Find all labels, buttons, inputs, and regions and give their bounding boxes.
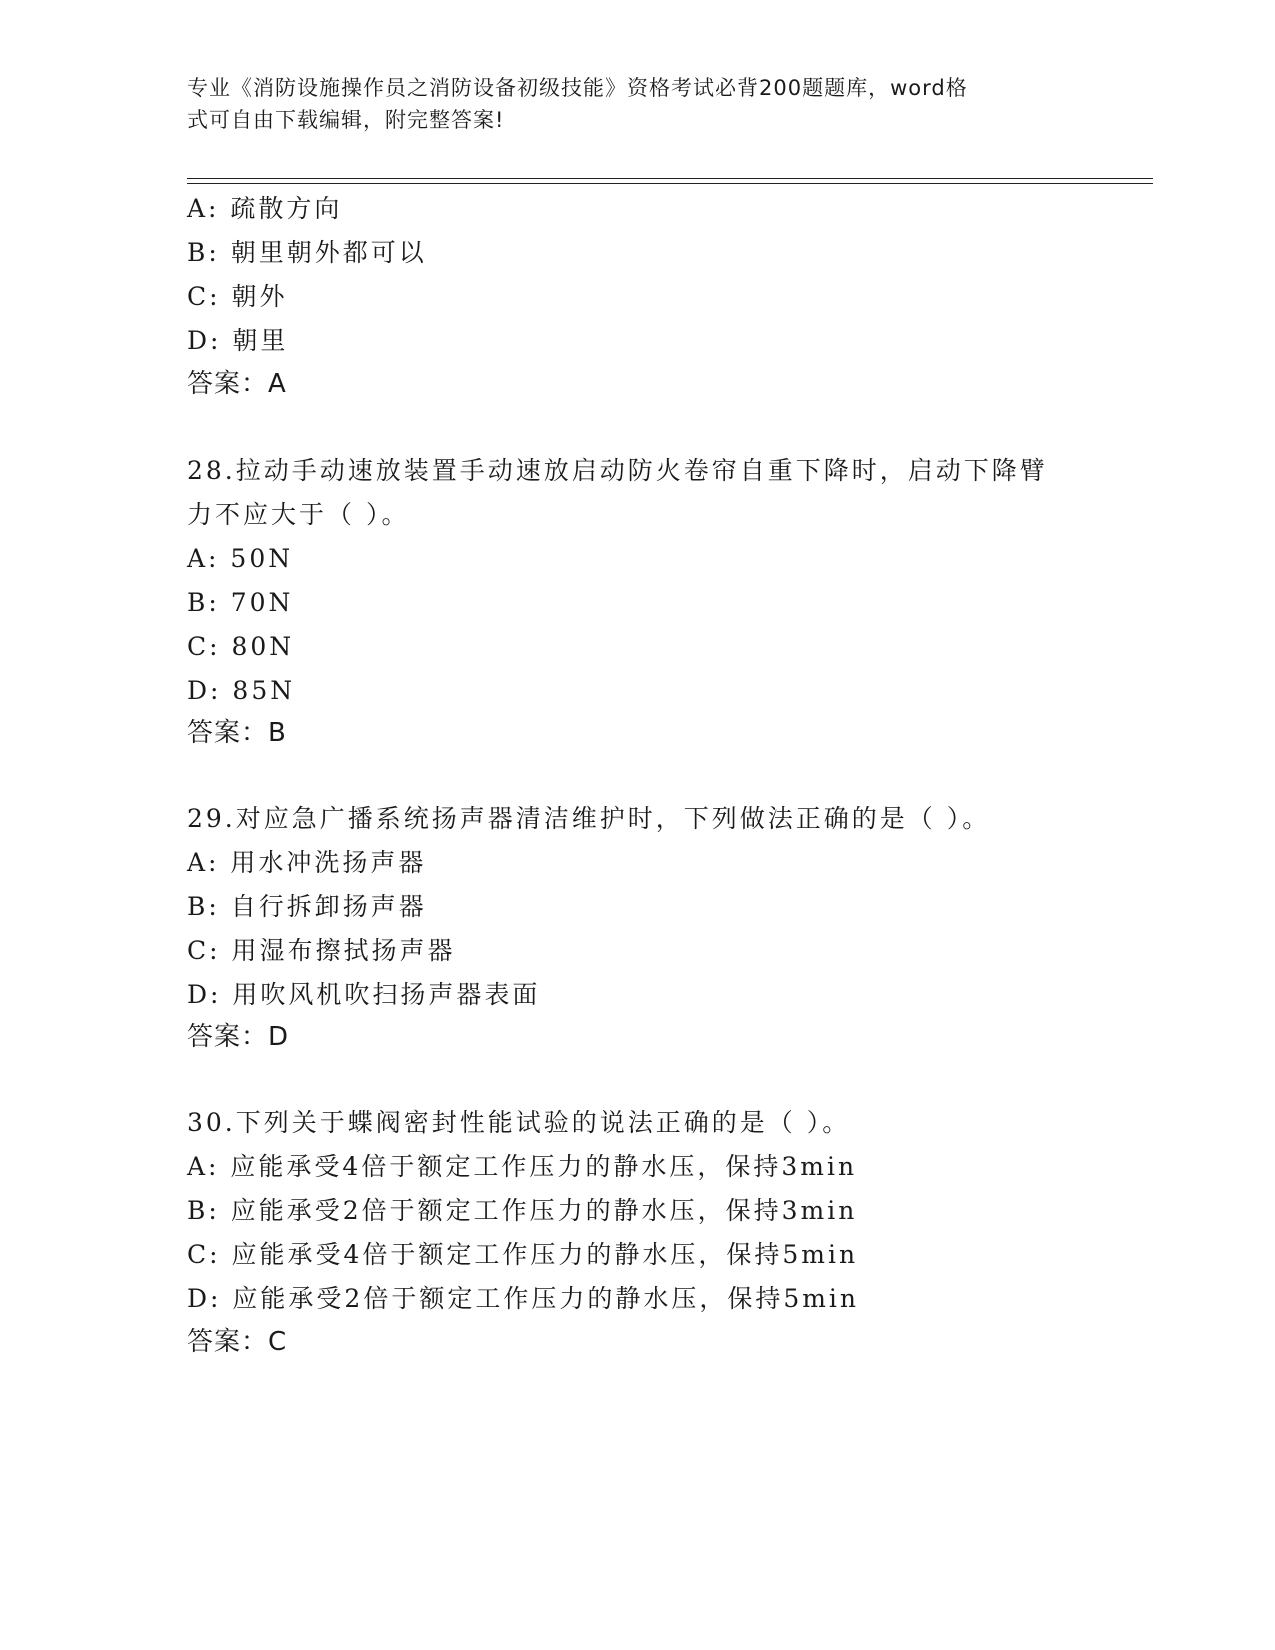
q27-option-d: D: 朝里: [187, 326, 289, 355]
q29-option-b: B: 自行拆卸扬声器: [187, 892, 427, 921]
header-line-2: 式可自由下载编辑，附完整答案!: [187, 108, 505, 132]
q30-answer: 答案：C: [187, 1327, 288, 1357]
q27-option-a: A: 疏散方向: [187, 194, 343, 223]
q28-option-a: A: 50N: [187, 544, 294, 573]
q28-option-b: B: 70N: [187, 588, 294, 617]
q29-option-d: D: 用吹风机吹扫扬声器表面: [187, 980, 541, 1009]
q30-option-b: B: 应能承受2倍于额定工作压力的静水压，保持3min: [187, 1196, 858, 1225]
q29-stem-line-1: 29.对应急广播系统扬声器清洁维护时，下列做法正确的是（ ）。: [187, 804, 991, 833]
q29-option-c: C: 用湿布擦拭扬声器: [187, 936, 456, 965]
q29-option-a: A: 用水冲洗扬声器: [187, 848, 427, 877]
q29-answer: 答案：D: [187, 1022, 290, 1052]
header-line-1: 专业《消防设施操作员之消防设备初级技能》资格考试必背200题题库，word格: [187, 76, 968, 100]
q27-option-b: B: 朝里朝外都可以: [187, 238, 427, 267]
q27-answer: 答案：A: [187, 369, 287, 399]
q28-answer: 答案：B: [187, 718, 287, 748]
header-divider-bottom: [187, 183, 1153, 184]
q28-option-d: D: 85N: [187, 676, 296, 705]
document-header: [187, 72, 1087, 136]
q30-option-a: A: 应能承受4倍于额定工作压力的静水压，保持3min: [187, 1152, 858, 1181]
q30-option-c: C: 应能承受4倍于额定工作压力的静水压，保持5min: [187, 1240, 859, 1269]
header-divider-top: [187, 178, 1153, 179]
q28-stem-line-2: 力不应大于（ ）。: [187, 500, 410, 529]
q27-option-c: C: 朝外: [187, 282, 288, 311]
q30-stem-line-1: 30.下列关于蝶阀密封性能试验的说法正确的是（ ）。: [187, 1108, 851, 1137]
q28-option-c: C: 80N: [187, 632, 295, 661]
q28-stem-line-1: 28.拉动手动速放装置手动速放启动防火卷帘自重下降时，启动下降臂: [187, 456, 1048, 485]
q30-option-d: D: 应能承受2倍于额定工作压力的静水压，保持5min: [187, 1284, 860, 1313]
